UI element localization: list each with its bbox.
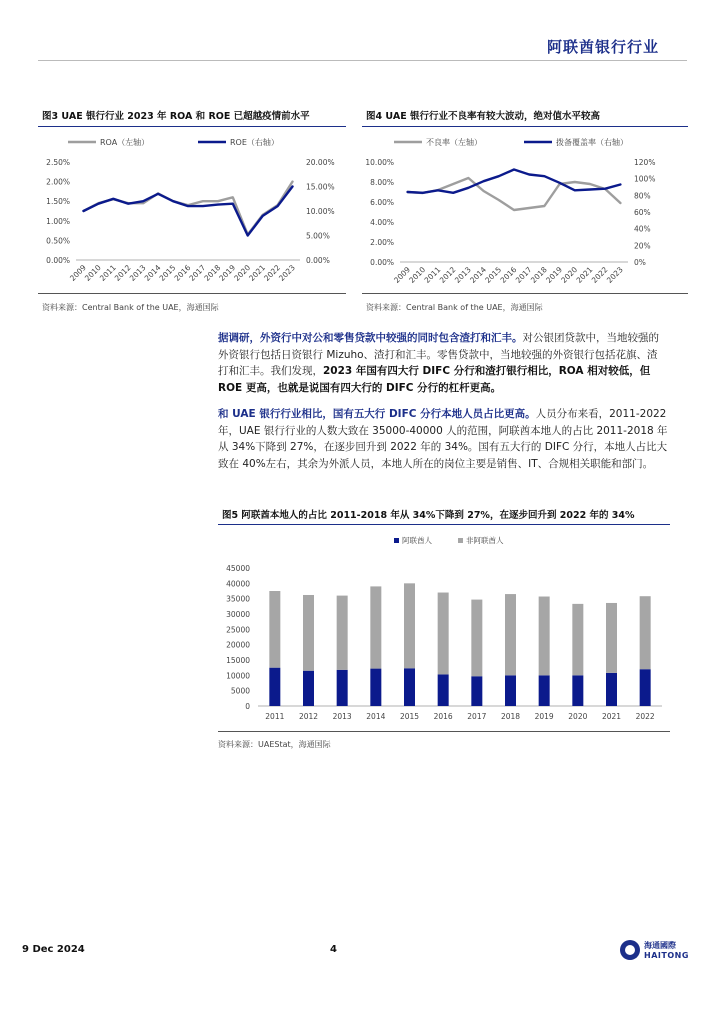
fig4-right-tick-label: 60% <box>634 208 651 217</box>
paragraph-foreign-banks-body: 对公银团贷款中，当地较强的外资银行包括日资银行 Mizuho、渣打和汇丰。零售贷款中，当地较强的外资银行包括花旗、渣打和汇丰。我们发现， <box>218 332 659 377</box>
fig3-x-tick-label: 2011 <box>97 263 118 283</box>
paragraph-foreign-banks-emphasis: 2023 年国有四大行 DIFC 分行和渣打银行相比，ROA 相对较低，但 ROE 更高，也就是说国有四大行的 DIFC 分行的杠杆更高。 <box>218 365 651 394</box>
fig5-bar-local <box>269 668 280 706</box>
footer-page-number: 4 <box>330 944 337 955</box>
fig5-y-tick-label: 0 <box>245 702 250 711</box>
fig5-bar-local <box>606 673 617 706</box>
fig5-bar-nonlocal <box>337 596 348 670</box>
fig5-x-tick-label: 2022 <box>635 712 655 721</box>
fig5-bottom-rule <box>218 731 670 732</box>
fig4-x-tick-label: 2017 <box>513 265 534 285</box>
fig5-bar-nonlocal <box>640 596 651 669</box>
fig3-x-tick-label: 2019 <box>217 263 238 283</box>
fig5-bar-nonlocal <box>370 586 381 668</box>
fig5-bar-nonlocal <box>269 591 280 668</box>
fig5-caption: 图5 阿联酋本地人的占比 2011-2018 年从 34%下降到 27%，在逐步回升到 2022 年的 34% <box>222 510 635 521</box>
fig4-x-tick-label: 2013 <box>452 265 473 285</box>
fig5-x-tick-label: 2013 <box>332 712 352 721</box>
fig5-x-tick-label: 2019 <box>534 712 554 721</box>
fig4-left-tick-label: 2.00% <box>370 238 394 247</box>
fig5-bar-local <box>438 674 449 706</box>
fig5-y-tick-label: 5000 <box>230 686 250 696</box>
fig3-caption: 图3 UAE 银行行业 2023 年 ROA 和 ROE 已超越疫情前水平 <box>42 111 310 122</box>
fig3-x-tick-label: 2013 <box>127 263 148 283</box>
fig5-bar-nonlocal <box>303 595 314 671</box>
fig5-bar-local <box>404 668 415 706</box>
fig5-y-tick-label: 30000 <box>226 610 250 619</box>
fig5-bar-local <box>539 675 550 706</box>
fig5-bar-nonlocal <box>505 594 516 675</box>
fig4-legend-label-1: 拨备覆盖率（右轴） <box>556 138 628 147</box>
fig4-left-tick-label: 6.00% <box>370 198 394 207</box>
fig5-chart <box>218 528 670 730</box>
page-header-title: 阿联酋银行行业 <box>546 38 659 56</box>
paragraph-local-staff-body: 人员分布来看，2011-2022 年，UAE 银行行业的人数大致在 35000-40000 人的范围，阿联酋本地人的占比 2011-2018 年从 34%下降到 27%，在逐步回升到 2022 年的 34%。国有五大行的 DIFC 分行，本地人占比大致在 40%左右，其余为外派人员，本地人所在的岗位主要是销售、IT、合规相关职能和部门。 <box>218 408 668 470</box>
fig5-legend-swatch-1 <box>458 538 463 543</box>
fig4-legend-label-0: 不良率（左轴） <box>426 138 482 147</box>
fig3-left-tick-label: 1.00% <box>46 216 70 226</box>
fig4-left-tick-label: 10.00% <box>365 158 394 167</box>
fig4-top-rule <box>362 126 688 127</box>
fig4-chart <box>362 128 688 293</box>
fig3-x-tick-label: 2017 <box>187 263 208 283</box>
fig5-legend-label-1: 非阿联酋人 <box>466 536 504 545</box>
fig3-x-tick-label: 2020 <box>232 263 253 283</box>
fig3-series-line-0 <box>84 182 293 235</box>
fig5-x-tick-label: 2018 <box>500 712 521 721</box>
fig4-x-tick-label: 2022 <box>589 265 610 285</box>
fig5-bar-local <box>370 669 381 706</box>
fig4-x-tick-label: 2018 <box>528 265 549 285</box>
fig4-x-tick-label: 2021 <box>574 265 595 285</box>
fig3-right-tick-label: 0.00% <box>306 256 330 265</box>
fig3-x-tick-label: 2012 <box>112 263 133 283</box>
fig4-x-tick-label: 2010 <box>407 265 428 285</box>
fig4-x-tick-label: 2020 <box>559 265 580 285</box>
fig3-top-rule <box>38 126 346 127</box>
fig3-bottom-rule <box>38 293 346 294</box>
fig3-series-line-1 <box>84 187 293 236</box>
fig3-legend-label-1: ROE（右轴） <box>230 138 279 147</box>
fig5-bar-nonlocal <box>438 593 449 675</box>
fig4-x-tick-label: 2014 <box>468 265 489 285</box>
fig5-legend-label-0: 阿联酋人 <box>402 536 432 545</box>
fig3-x-tick-label: 2023 <box>277 263 297 283</box>
fig4-x-tick-label: 2012 <box>437 265 458 285</box>
fig5-y-tick-label: 40000 <box>226 579 250 589</box>
fig5-bar-local <box>471 676 482 706</box>
fig5-top-rule <box>218 524 670 525</box>
fig4-series-line-0 <box>408 178 621 210</box>
fig5-x-tick-label: 2017 <box>467 712 487 721</box>
fig3-x-tick-label: 2021 <box>247 263 268 283</box>
fig3-x-tick-label: 2014 <box>142 263 163 283</box>
fig3-right-tick-label: 20.00% <box>306 158 335 167</box>
fig5-x-tick-label: 2011 <box>265 712 285 721</box>
fig5-x-tick-label: 2012 <box>298 712 319 721</box>
fig4-x-tick-label: 2019 <box>544 265 565 285</box>
fig4-left-tick-label: 4.00% <box>370 218 394 227</box>
fig3-left-tick-label: 0.00% <box>46 256 70 265</box>
fig4-x-tick-label: 2016 <box>498 265 519 285</box>
fig3-legend-label-0: ROA（左轴） <box>100 138 150 147</box>
fig3-x-tick-label: 2015 <box>157 263 178 283</box>
footer-date: 9 Dec 2024 <box>22 944 85 955</box>
fig5-bar-local <box>640 669 651 706</box>
fig5-bar-nonlocal <box>471 600 482 677</box>
fig3-right-tick-label: 15.00% <box>306 182 335 192</box>
fig5-bar-nonlocal <box>606 603 617 673</box>
fig5-bar-nonlocal <box>404 583 415 668</box>
fig4-x-tick-label: 2023 <box>604 265 625 285</box>
fig3-right-tick-label: 5.00% <box>306 231 330 241</box>
fig5-x-tick-label: 2021 <box>601 712 622 721</box>
fig5-y-tick-label: 10000 <box>226 671 250 681</box>
fig5-bar-local <box>337 670 348 706</box>
fig5-bar-local <box>303 671 314 706</box>
fig4-right-tick-label: 20% <box>634 241 651 251</box>
fig4-bottom-rule <box>362 293 688 294</box>
fig4-right-tick-label: 0% <box>634 258 646 267</box>
fig5-y-tick-label: 25000 <box>226 625 250 635</box>
fig3-left-tick-label: 2.50% <box>46 158 70 167</box>
fig4-left-tick-label: 8.00% <box>370 178 394 187</box>
fig5-source: 资料来源：UAEStat，海通国际 <box>218 740 331 749</box>
logo-circle-icon <box>620 940 640 960</box>
paragraph-foreign-banks <box>218 330 668 396</box>
logo-text-cn: 海通國際 <box>644 941 676 950</box>
fig3-right-tick-label: 10.00% <box>306 207 335 216</box>
fig5-bar-local <box>572 675 583 706</box>
fig5-x-tick-label: 2014 <box>366 712 386 721</box>
fig3-chart <box>38 128 348 293</box>
fig5-bar-nonlocal <box>572 604 583 675</box>
fig4-x-tick-label: 2011 <box>422 265 443 285</box>
fig5-y-tick-label: 20000 <box>226 640 250 650</box>
fig3-source: 资料来源：Central Bank of the UAE，海通国际 <box>42 303 219 312</box>
fig4-right-tick-label: 40% <box>634 224 651 234</box>
fig4-x-tick-label: 2009 <box>392 265 413 285</box>
paragraph-foreign-banks-lead: 据调研，外资行中对公和零售贷款中较强的同时包含渣打和汇丰。 <box>218 332 523 344</box>
fig3-x-tick-label: 2010 <box>82 263 103 283</box>
fig3-x-tick-label: 2016 <box>172 263 193 283</box>
fig5-x-tick-label: 2020 <box>568 712 588 721</box>
footer-logo <box>620 938 700 964</box>
fig5-y-tick-label: 35000 <box>226 594 250 604</box>
fig4-right-tick-label: 100% <box>634 174 656 184</box>
fig3-x-tick-label: 2018 <box>202 263 223 283</box>
fig4-x-tick-label: 2015 <box>483 265 504 285</box>
fig4-right-tick-label: 120% <box>634 158 656 167</box>
fig5-bar-local <box>505 675 516 706</box>
fig3-x-tick-label: 2009 <box>68 263 88 283</box>
paragraph-local-staff-lead: 和 UAE 银行行业相比，国有五大行 DIFC 分行本地人员占比更高。 <box>218 408 536 420</box>
paragraph-local-staff <box>218 406 668 472</box>
fig4-left-tick-label: 0.00% <box>370 258 394 267</box>
fig5-y-tick-label: 45000 <box>226 564 250 573</box>
fig4-caption: 图4 UAE 银行行业不良率有较大波动，绝对值水平较高 <box>366 111 600 122</box>
header-rule <box>38 60 687 61</box>
fig3-x-tick-label: 2022 <box>262 263 283 283</box>
fig3-left-tick-label: 0.50% <box>46 236 70 246</box>
fig3-left-tick-label: 1.50% <box>46 197 70 207</box>
fig5-legend-swatch-0 <box>394 538 399 543</box>
logo-text-en: HAITONG <box>644 951 689 960</box>
fig5-x-tick-label: 2015 <box>399 712 420 721</box>
fig3-left-tick-label: 2.00% <box>46 177 70 187</box>
fig5-bar-nonlocal <box>539 597 550 676</box>
fig5-x-tick-label: 2016 <box>433 712 453 721</box>
fig5-y-tick-label: 15000 <box>226 656 250 665</box>
fig4-right-tick-label: 80% <box>634 191 651 201</box>
fig4-source: 资料来源：Central Bank of the UAE，海通国际 <box>366 303 543 312</box>
